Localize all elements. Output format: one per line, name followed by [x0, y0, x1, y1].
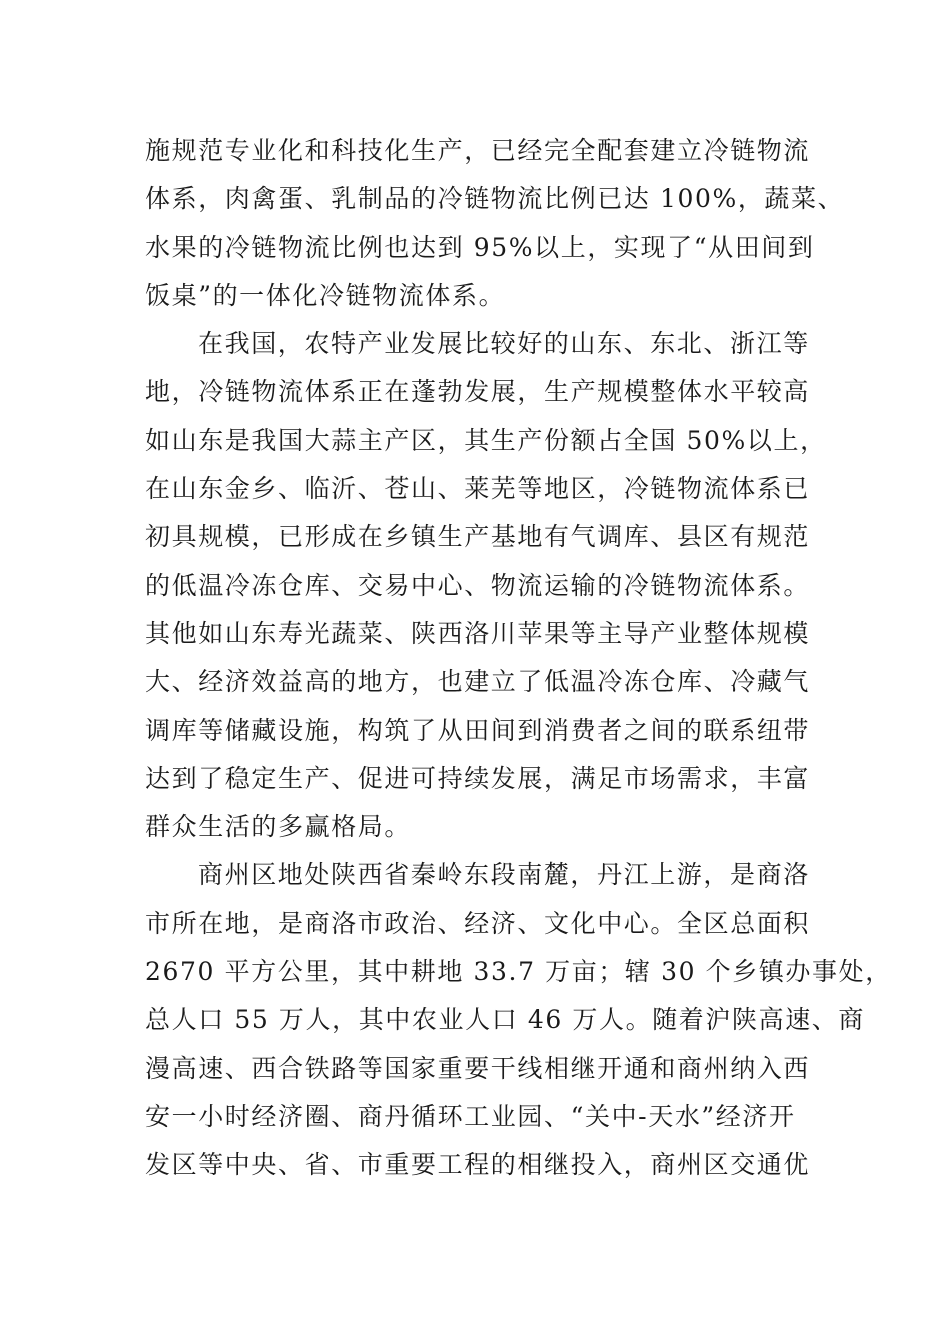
text-line: 施规范专业化和科技化生产，已经完全配套建立冷链物流 — [145, 136, 811, 165]
text-line: 商州区地处陕西省秦岭东段南麓，丹江上游，是商洛 — [198, 860, 810, 890]
paragraph — [145, 320, 827, 851]
text-line: 安一小时经济圈、商丹循环工业园、“关中-天水”经济开 — [145, 1101, 796, 1131]
text-line: 其他如山东寿光蔬菜、陕西洛川苹果等主导产业整体规模 — [145, 618, 811, 648]
text-line: 水果的冷链物流比例也达到 95%以上，实现了“从田间到 — [145, 232, 815, 262]
text-line: 市所在地，是商洛市政治、经济、文化中心。全区总面积 — [145, 908, 811, 938]
text-line: 饭桌”的一体化冷链物流体系。 — [145, 280, 506, 310]
text-line: 调库等储藏设施，构筑了从田间到消费者之间的联系纽带 — [145, 715, 811, 745]
text-line: 地，冷链物流体系正在蓬勃发展，生产规模整体水平较高 — [145, 377, 811, 407]
text-line: 如山东是我国大蒜主产区，其生产份额占全国 50%以上， — [145, 425, 827, 455]
text-line: 体系，肉禽蛋、乳制品的冷链物流比例已达 100%，蔬菜、 — [145, 184, 845, 214]
text-line: 发区等中央、省、市重要工程的相继投入，商州区交通优 — [145, 1150, 811, 1180]
text-line: 初具规模，已形成在乡镇生产基地有气调库、县区有规范 — [145, 522, 811, 552]
paragraph — [145, 851, 892, 1189]
text-line: 在山东金乡、临沂、苍山、莱芜等地区，冷链物流体系已 — [145, 474, 811, 504]
text-line: 漫高速、西合铁路等国家重要干线相继开通和商州纳入西 — [145, 1053, 811, 1083]
text-line: 在我国，农特产业发展比较好的山东、东北、浙江等 — [198, 329, 810, 359]
body-text — [145, 127, 892, 1190]
text-line: 2670 平方公里，其中耕地 33.7 万亩；辖 30 个乡镇办事处， — [145, 957, 892, 987]
text-line: 的低温冷冻仓库、交易中心、物流运输的冷链物流体系。 — [145, 570, 811, 600]
text-line: 大、经济效益高的地方，也建立了低温冷冻仓库、冷藏气 — [145, 667, 811, 697]
text-line: 群众生活的多赢格局。 — [145, 812, 412, 842]
paragraph — [145, 127, 845, 320]
text-line: 总人口 55 万人，其中农业人口 46 万人。随着沪陕高速、商 — [145, 1005, 866, 1035]
text-line: 达到了稳定生产、促进可持续发展，满足市场需求，丰富 — [145, 763, 811, 793]
